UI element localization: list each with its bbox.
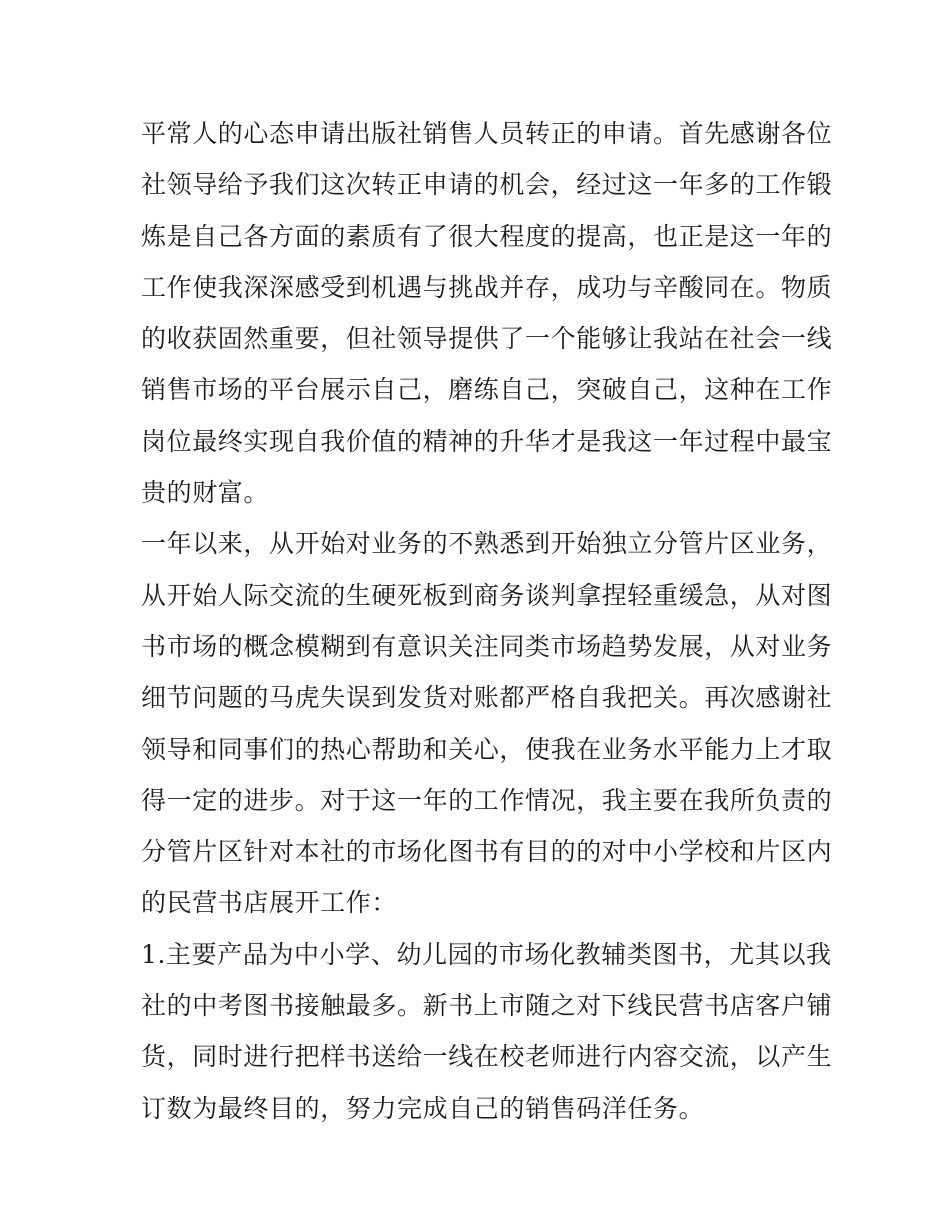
text-line-18: 社的中考图书接触最多。新书上市随之对下线民营书店客户铺 bbox=[141, 991, 833, 1021]
text-line-4: 工作使我深深感受到机遇与挑战并存，成功与辛酸同在。物质 bbox=[141, 272, 833, 302]
text-line-17: 1.主要产品为中小学、幼儿园的市场化教辅类图书，尤其以我 bbox=[141, 939, 832, 969]
text-line-15: 分管片区针对本社的市场化图书有目的的对中小学校和片区内 bbox=[141, 837, 833, 867]
text-line-13: 领导和同事们的热心帮助和关心，使我在业务水平能力上才取 bbox=[141, 734, 833, 764]
text-line-14: 得一定的进步。对于这一年的工作情况，我主要在我所负责的 bbox=[141, 785, 833, 815]
text-line-12: 细节问题的马虎失误到发货对账都严格自我把关。再次感谢社 bbox=[141, 683, 833, 713]
text-line-7: 岗位最终实现自我价值的精神的升华才是我这一年过程中最宝 bbox=[141, 426, 833, 456]
text-line-3: 炼是自己各方面的素质有了很大程度的提高，也正是这一年的 bbox=[141, 221, 833, 251]
text-line-16: 的民营书店展开工作： bbox=[141, 888, 398, 918]
text-line-1: 平常人的心态申请出版社销售人员转正的申请。首先感谢各位 bbox=[141, 119, 833, 148]
text-line-19: 货，同时进行把样书送给一线在校老师进行内容交流，以产生 bbox=[141, 1042, 833, 1072]
text-line-5: 的收获固然重要，但社领导提供了一个能够让我站在社会一线 bbox=[141, 324, 833, 354]
text-line-10: 从开始人际交流的生硬死板到商务谈判拿捏轻重缓急，从对图 bbox=[141, 580, 833, 610]
text-line-9: 一年以来，从开始对业务的不熟悉到开始独立分管片区业务， bbox=[141, 529, 833, 559]
text-line-20: 订数为最终目的，努力完成自己的销售码洋任务。 bbox=[141, 1093, 705, 1123]
text-line-6: 销售市场的平台展示自己，磨练自己，突破自己，这种在工作 bbox=[141, 375, 833, 405]
text-line-2: 社领导给予我们这次转正申请的机会，经过这一年多的工作锻 bbox=[141, 170, 833, 200]
text-line-8: 贵的财富。 bbox=[141, 478, 270, 508]
body-text bbox=[141, 108, 833, 1134]
text-line-11: 书市场的概念模糊到有意识关注同类市场趋势发展，从对业务 bbox=[141, 631, 833, 661]
